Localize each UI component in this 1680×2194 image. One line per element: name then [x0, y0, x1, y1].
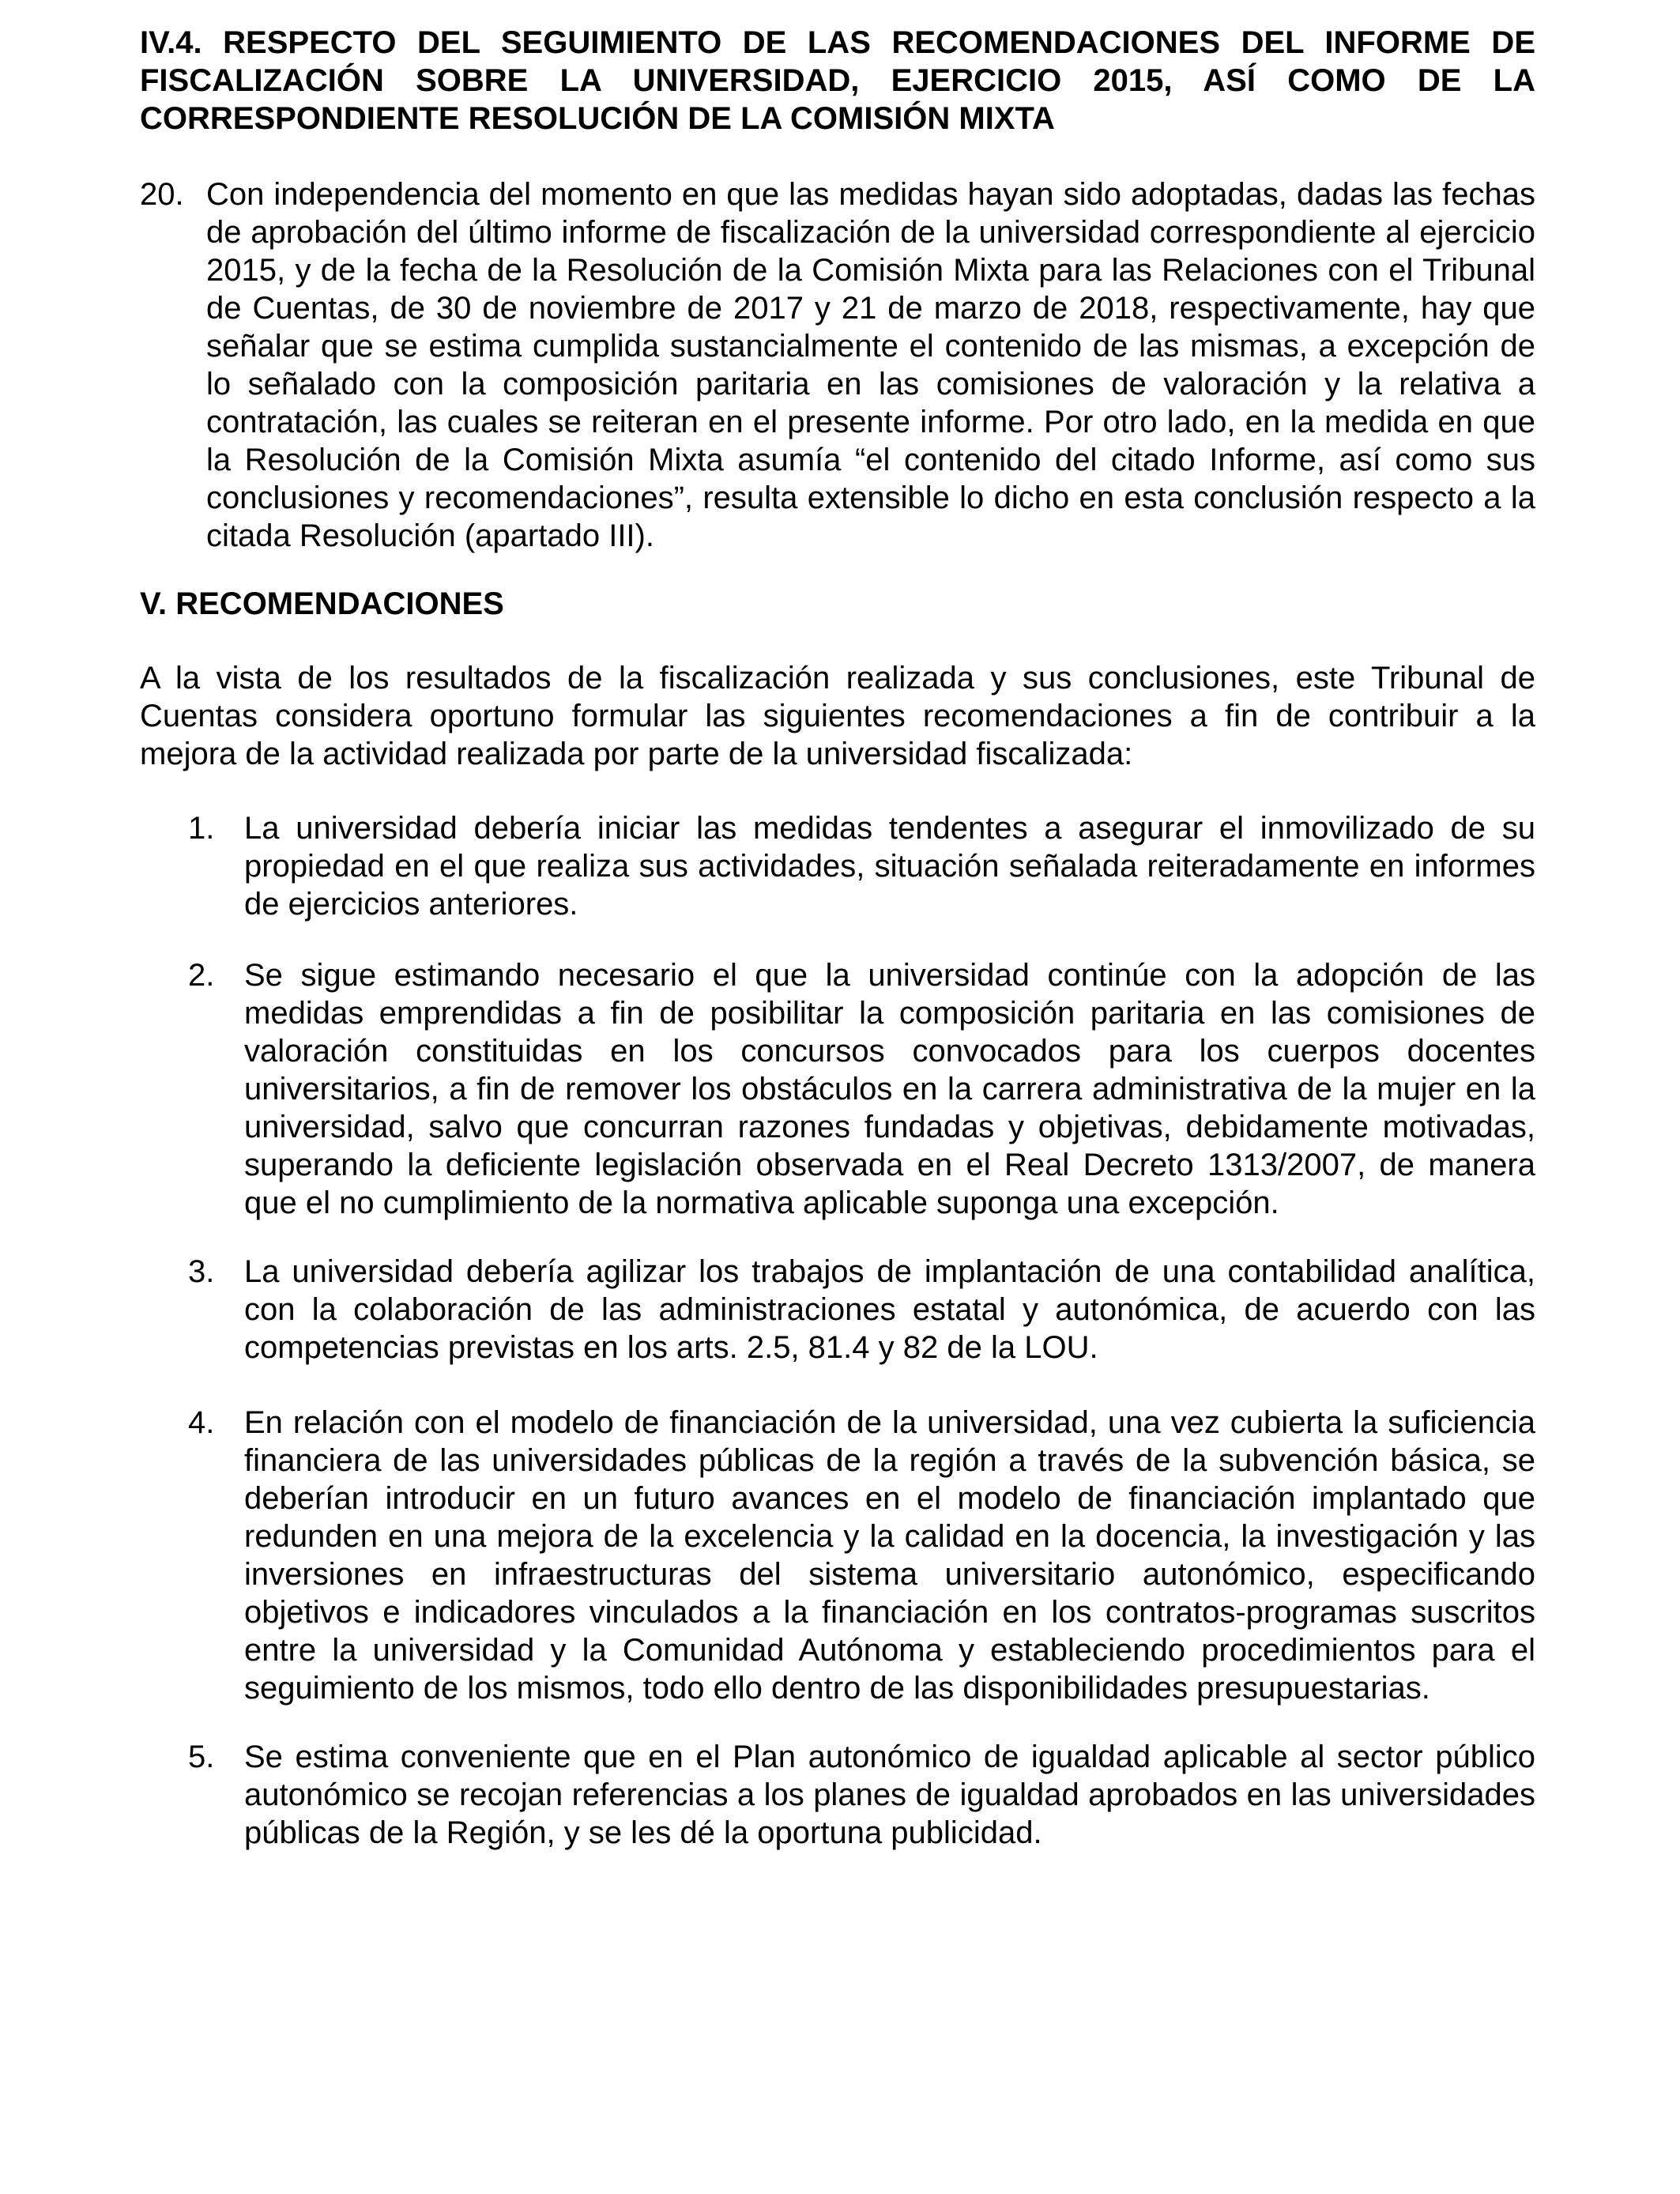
recommendation-text: La universidad debería agilizar los trabajos de implantación de una contabilidad analítica, con la colaboración de las administraciones estatal y autonómica, de acuerdo con las competencias previstas en los arts. 2.5, 81.4 y 82 de la LOU.: [244, 1254, 1535, 1365]
recommendations-list: [188, 809, 1535, 1876]
recommendation-text: Se sigue estimando necesario el que la universidad continúe con la adopción de las medidas emprendidas a fin de posibilitar la composición paritaria en las comisiones de valoración constituidas en los concursos convocados para los cuerpos docentes universitarios, a fin de remover los obstáculos en la carrera administrativa de la mujer en la universidad, salvo que concurran razones fundadas y objetivas, debidamente motivadas, superando la deficiente legislación observada en el Real Decreto 1313/2007, de manera que el no cumplimiento de la normativa aplicable suponga una excepción.: [244, 958, 1535, 1220]
recommendation-text: En relación con el modelo de financiación de la universidad, una vez cubierta la suficiencia financiera de las universidades públicas de la región a través de la subvención básica, se deberían introducir en un futuro avances en el modelo de financiación implantado que redunden en una mejora de la excelencia y la calidad en la docencia, la investigación y las inversiones en infraestructuras del sistema universitario autonómico, especificando objetivos e indicadores vinculados a la financiación en los contratos-programas suscritos entre la universidad y la Comunidad Autónoma y estableciendo procedimientos para el seguimiento de los mismos, todo ello dentro de las disponibilidades presupuestarias.: [244, 1405, 1535, 1706]
recommendation-number: 4.: [188, 1405, 215, 1440]
section-heading-iv4: IV.4. RESPECTO DEL SEGUIMIENTO DE LAS RECOMENDACIONES DEL INFORME DE FISCALIZACIÓN SOBRE LA UNIVERSIDAD, EJERCICIO 2015, ASÍ COMO DE LA CORRESPONDIENTE RESOLUCIÓN DE LA COMISIÓN MIXTA: [140, 25, 1535, 136]
section-heading-v: V. RECOMENDACIONES: [140, 586, 504, 621]
recommendation-number: 5.: [188, 1740, 215, 1774]
intro-paragraph: A la vista de los resultados de la fiscalización realizada y sus conclusiones, este Tribunal de Cuentas considera oportuno formular las siguientes recomendaciones a fin de contribuir a la mejora de la actividad realizada por parte de la universidad fiscalizada:: [140, 661, 1535, 771]
recommendation-text: Se estima conveniente que en el Plan autonómico de igualdad aplicable al sector público autonómico se recojan referencias a los planes de igualdad aprobados en las universidades públicas de la Región, y se les dé la oportuna publicidad.: [244, 1740, 1535, 1850]
paragraph-number: 20.: [140, 177, 184, 212]
recommendation-text: La universidad debería iniciar las medidas tendentes a asegurar el inmovilizado de su propiedad en el que realiza sus actividades, situación señalada reiteradamente en informes de ejercicios anteriores.: [244, 811, 1535, 922]
recommendation-number: 3.: [188, 1254, 215, 1289]
recommendation-number: 2.: [188, 958, 215, 993]
recommendation-number: 1.: [188, 811, 215, 846]
paragraph-text: Con independencia del momento en que las medidas hayan sido adoptadas, dadas las fechas de aprobación del último informe de fiscalización de la universidad correspondiente al ejercicio 2015, y de la fecha de la Resolución de la Comisión Mixta para las Relaciones con el Tribunal de Cuentas, de 30 de noviembre de 2017 y 21 de marzo de 2018, respectivamente, hay que señalar que se estima cumplida sustancialmente el contenido de las mismas, a excepción de lo señalado con la composición paritaria en las comisiones de valoración y la relativa a contratación, las cuales se reiteran en el presente informe. Por otro lado, en la medida en que la Resolución de la Comisión Mixta asumía “el contenido del citado Informe, así como sus conclusiones y recomendaciones”, resulta extensible lo dicho en esta conclusión respecto a la citada Resolución (apartado III).: [206, 177, 1535, 553]
